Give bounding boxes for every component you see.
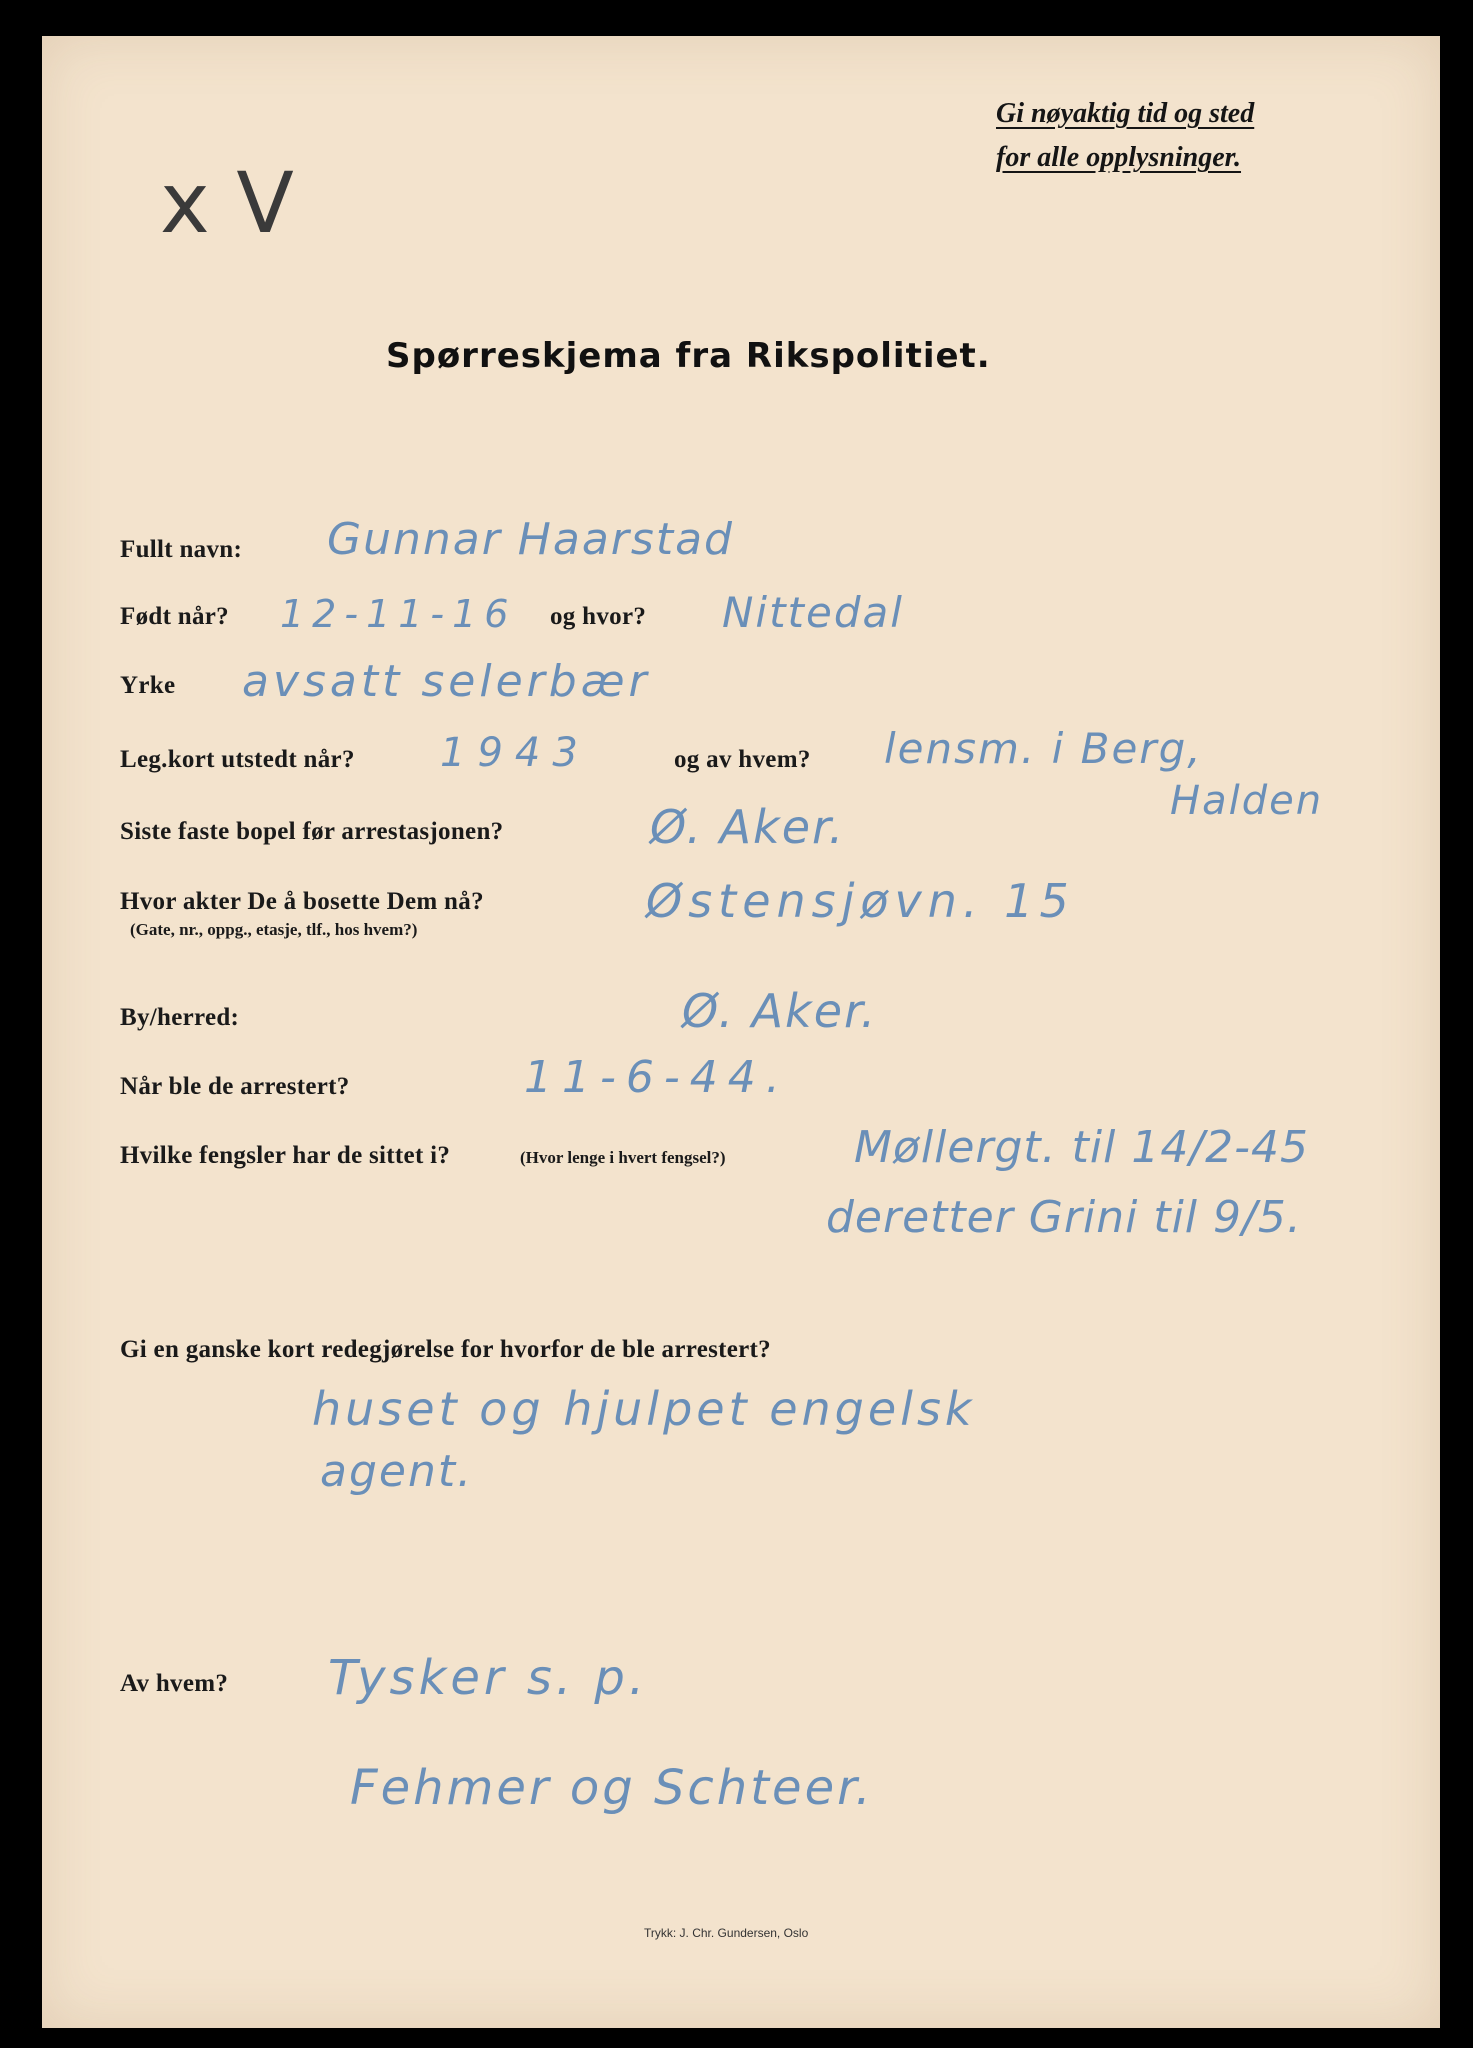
by-whom-value-line1: Tysker s. p.	[328, 1650, 649, 1706]
notice-line-1: Gi nøyaktig tid og sted	[996, 98, 1255, 129]
born-when-label: Født når?	[120, 603, 229, 630]
occupation-value: avsatt selerbær	[242, 656, 651, 707]
reason-label: Gi en ganske kort redegjørelse for hvorfor de ble arrestert?	[120, 1336, 771, 1363]
reason-value-line2: agent.	[320, 1446, 474, 1497]
occupation-label: Yrke	[120, 672, 176, 699]
id-issued-when-label: Leg.kort utstedt når?	[120, 746, 355, 773]
form-page	[42, 36, 1440, 2028]
new-residence-sublabel: (Gate, nr., oppg., etasje, tlf., hos hvem?)	[130, 920, 418, 939]
born-where-value: Nittedal	[722, 588, 904, 637]
notice-line-2: for alle opplysninger.	[996, 142, 1242, 173]
id-issued-by-value: lensm. i Berg,	[884, 724, 1203, 773]
last-residence-value: Ø. Aker.	[650, 800, 846, 854]
id-issued-by-value-line2: Halden	[1170, 778, 1324, 824]
born-where-label: og hvor?	[550, 603, 647, 630]
printer-credit: Trykk: J. Chr. Gundersen, Oslo	[644, 1926, 809, 1940]
new-residence-value: Østensjøvn. 15	[646, 874, 1075, 928]
by-whom-label: Av hvem?	[120, 1670, 229, 1697]
arrested-when-label: Når ble de arrestert?	[120, 1073, 350, 1100]
reason-value-line1: huset og hjulpet engelsk	[312, 1382, 976, 1436]
prisons-sublabel: (Hvor lenge i hvert fengsel?)	[520, 1148, 726, 1167]
municipality-value: Ø. Aker.	[682, 984, 878, 1038]
municipality-label: By/herred:	[120, 1004, 240, 1031]
born-when-value: 12-11-16	[280, 592, 517, 636]
prisons-value-line2: deretter Grini til 9/5.	[826, 1192, 1302, 1243]
prisons-label: Hvilke fengsler har de sittet i?	[120, 1142, 451, 1169]
full-name-value: Gunnar Haarstad	[327, 514, 734, 565]
by-whom-value-line2: Fehmer og Schteer.	[350, 1760, 874, 1816]
id-issued-when-value: 1943	[440, 730, 590, 776]
form-title: Spørreskjema fra Rikspolitiet.	[386, 336, 991, 376]
new-residence-label: Hvor akter De å bosette Dem nå?	[120, 888, 484, 915]
id-issued-by-label: og av hvem?	[674, 746, 811, 773]
arrested-when-value: 11-6-44.	[524, 1052, 790, 1103]
margin-mark: x V	[160, 154, 294, 252]
last-residence-label: Siste faste bopel før arrestasjonen?	[120, 818, 504, 845]
prisons-value-line1: Møllergt. til 14/2-45	[854, 1122, 1310, 1173]
full-name-label: Fullt navn:	[120, 536, 243, 563]
